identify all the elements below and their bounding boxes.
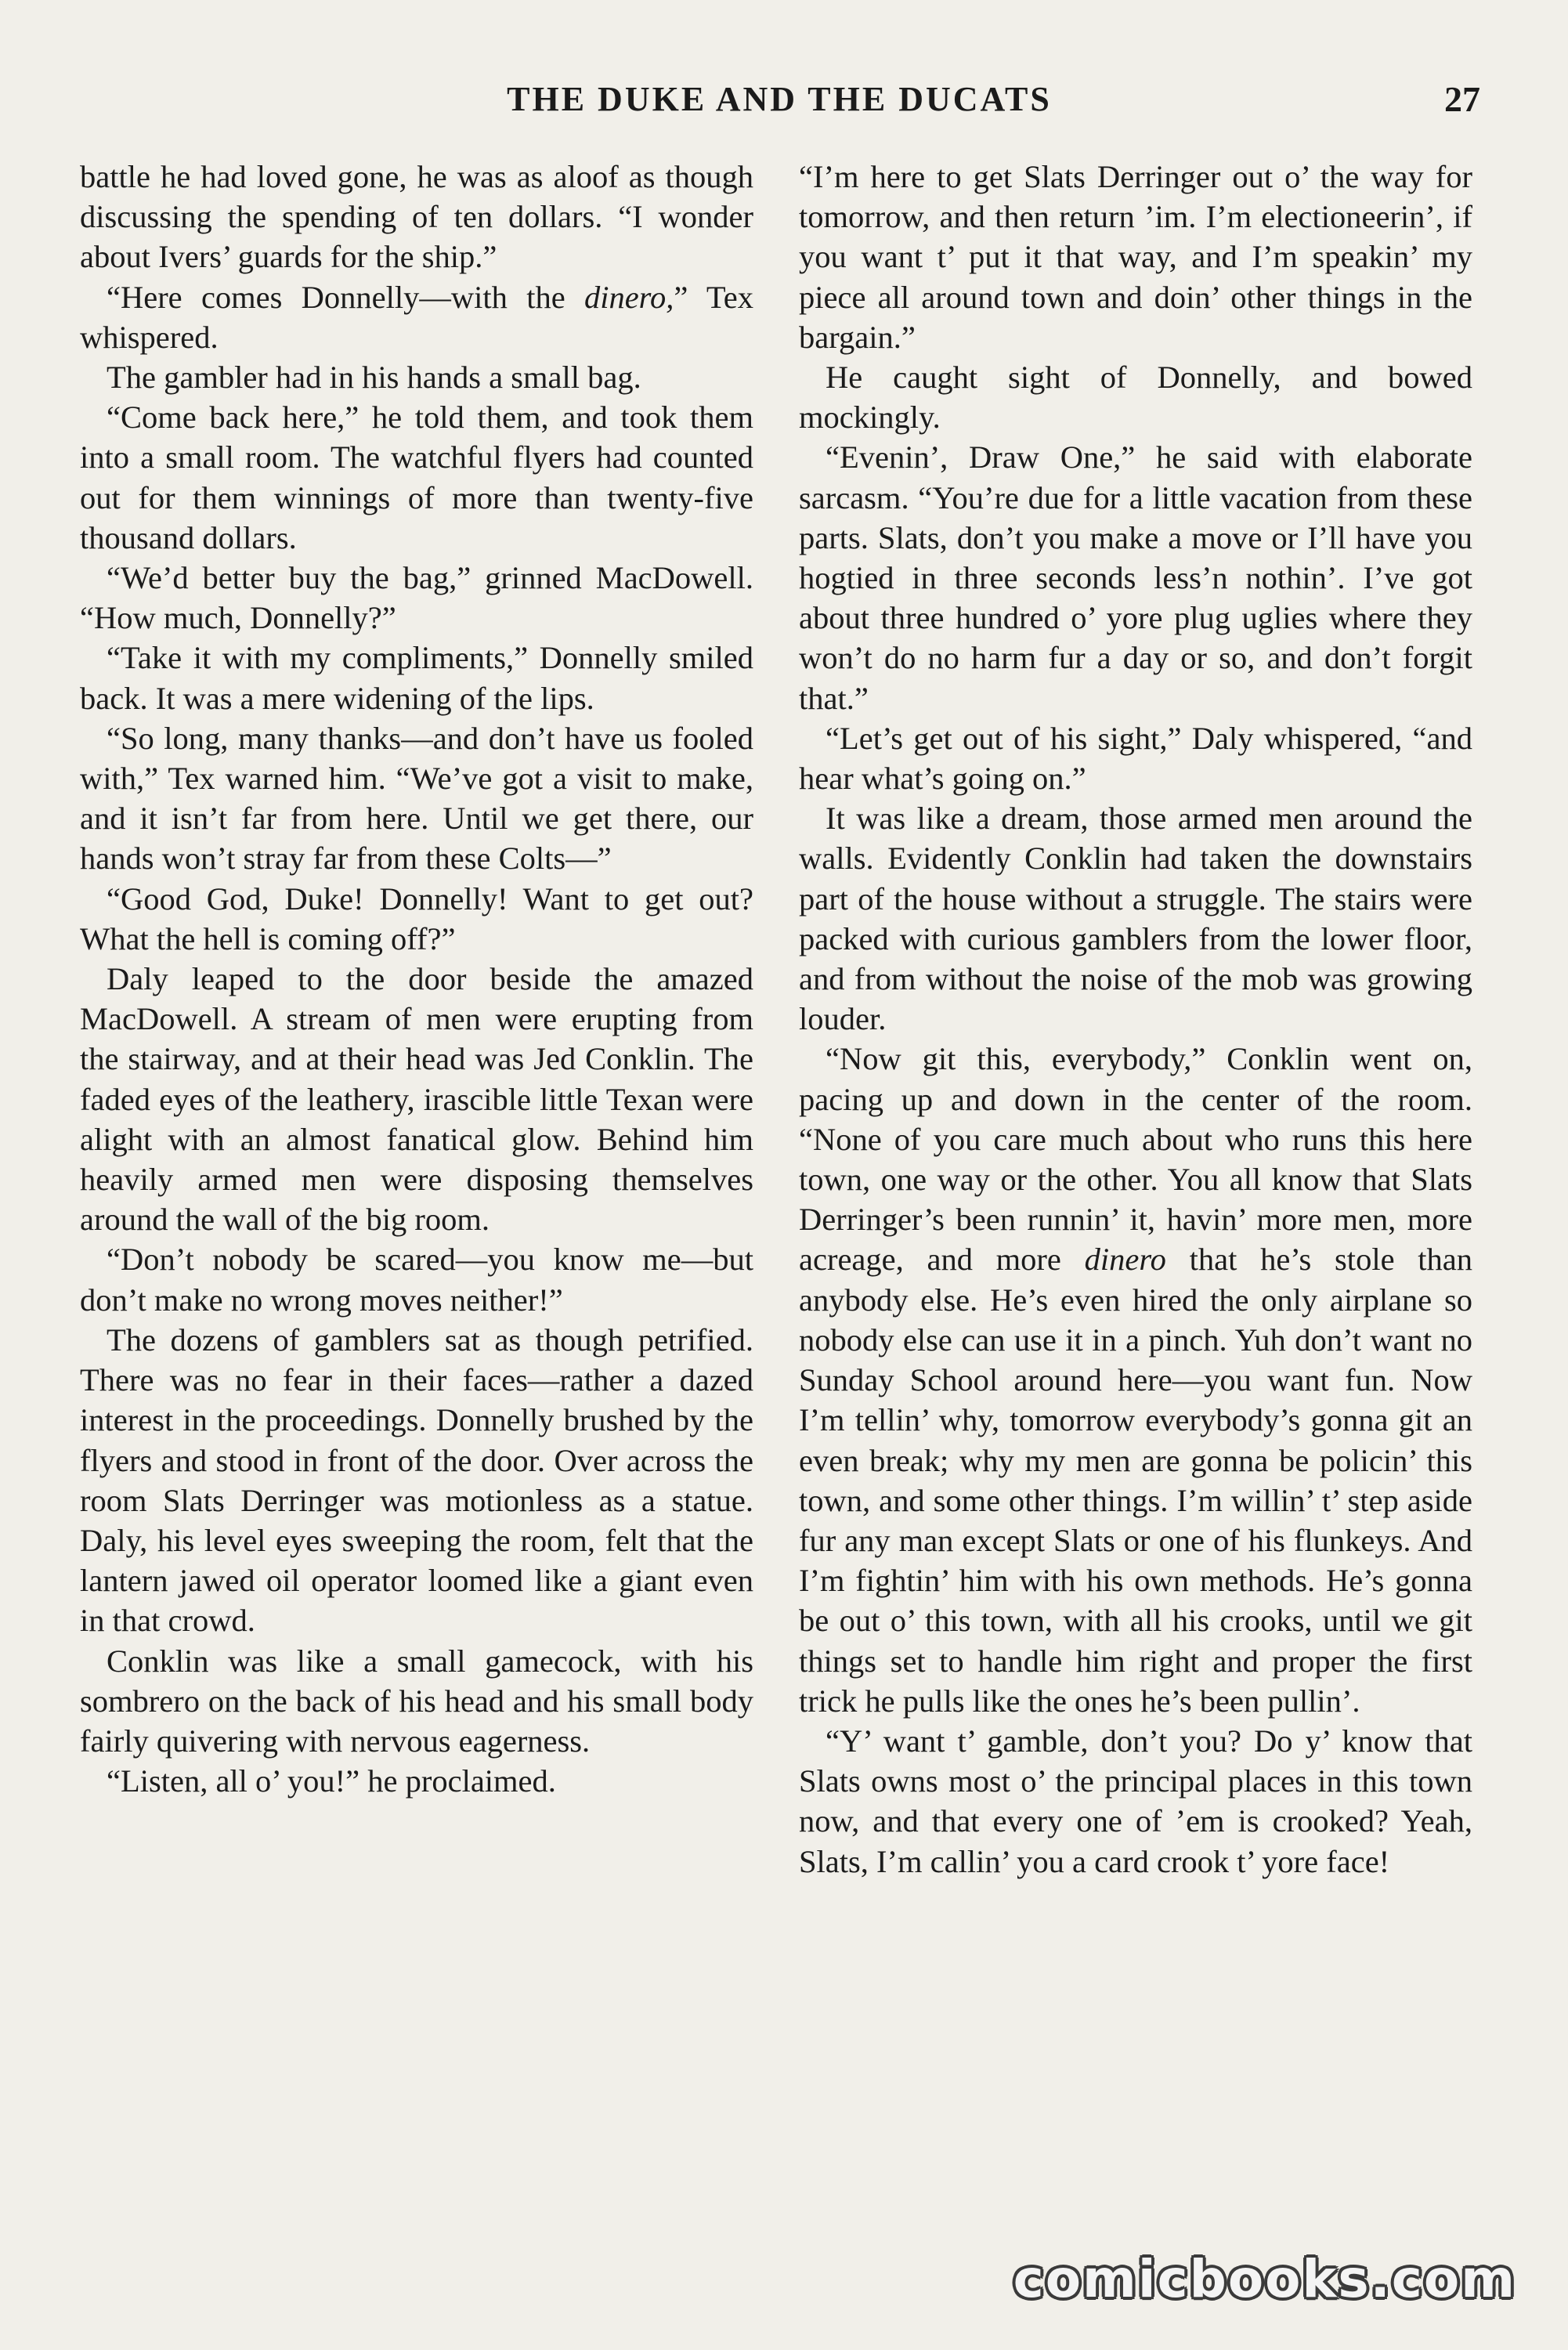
paragraph: battle he had loved gone, he was as aloof as though discussing the spending of ten dollars. “I wonder about Ivers’ guards for the ship.” (80, 159, 753, 275)
text-run: that he’s stole than anybody else. He’s even hired the only airplane so nobody else can use it in a pinch. Yuh don’t want no Sunday School around here—you want fun. Now I’m tellin’ why, tomorrow everybody’s gonna git an even break; why my men are gonna be policin’ this town, and some other things. I’m willin’ t’ step aside fur any man except Slats or one of his flunkeys. And I’m fightin’ him with his own methods. He’s gonna be out o’ this town, with all his crooks, until we git things set to handle him right and proper the first trick he pulls like the ones he’s been pullin’. (799, 1242, 1472, 1719)
paragraph: “Good God, Duke! Donnelly! Want to get out? What the hell is coming off?” (80, 880, 753, 956)
italic-word: dinero, (583, 279, 674, 315)
paragraph: “I’m here to get Slats Derringer out o’ the way for tomorrow, and then return ’im. I’m electioneerin’, if you want t’ put it that way, and I’m speakin’ my piece all around town and doin’ other things in the bargain.” (799, 159, 1472, 355)
paragraph: “Come back here,” he told them, and took them into a small room. The watchful flyers had counted out for them winnings of more than twenty-five thousand dollars. (80, 400, 753, 555)
text-run: ” Tex whispered. (80, 279, 753, 355)
page-number: 27 (1444, 79, 1480, 119)
page-header (78, 72, 1480, 127)
right-column (799, 157, 1472, 1882)
running-title: THE DUKE AND THE DUCATS (507, 80, 1052, 118)
paragraph: Conklin was like a small gamecock, with his sombrero on the back of his head and his small body fairly quivering with nervous eagerness. (80, 1643, 753, 1759)
left-column (80, 157, 753, 1801)
paragraph: The gambler had in his hands a small bag. (107, 360, 641, 396)
paragraph: “So long, many thanks—and don’t have us fooled with,” Tex warned him. “We’ve got a visit to make, and it isn’t far from here. Until we get there, our hands won’t stray far from these Colts—” (80, 720, 753, 877)
paragraph: “Don’t nobody be scared—you know me—but don’t make no wrong moves neither!” (80, 1242, 753, 1318)
paragraph: “Y’ want t’ gamble, don’t you? Do y’ know that Slats owns most o’ the principal places in this town now, and that every one of ’em is crooked? Yeah, Slats, I’m callin’ you a card crook t’ yore face! (799, 1723, 1472, 1879)
paragraph (80, 277, 753, 357)
text-run: “Now git this, everybody,” Conklin went on, pacing up and down in the center of the room. “None of you care much about who runs this here town, one way or the other. You all know that Slats Derringer’s been runnin’ it, havin’ more men, more acreage, and more (799, 1041, 1472, 1278)
paragraph: “Listen, all o’ you!” he proclaimed. (107, 1763, 556, 1799)
paragraph: “Evenin’, Draw One,” he said with elaborate sarcasm. “You’re due for a little vacation from these parts. Slats, don’t you make a move or I’ll have you hogtied in three seconds less’n nothin’. I’ve got about three hundred o’ yore plug uglies where they won’t do no harm fur a day or so, and don’t forgit that.” (799, 439, 1472, 716)
watermark-logo: comicbooks.com (1013, 2249, 1516, 2309)
paragraph: “We’d better buy the bag,” grinned MacDowell. “How much, Donnelly?” (80, 560, 753, 636)
paragraph: He caught sight of Donnelly, and bowed mockingly. (799, 360, 1472, 436)
paragraph (799, 1039, 1472, 1720)
paragraph: Daly leaped to the door beside the amazed MacDowell. A stream of men were erupting from the stairway, and at their head was Jed Conklin. The faded eyes of the leathery, irascible little Texan were alight with an almost fanatical glow. Behind him heavily armed men were disposing themselves around the wall of the big room. (80, 961, 753, 1238)
paragraph: The dozens of gamblers sat as though petrified. There was no fear in their faces—rather a dazed interest in the proceedings. Donnelly brushed by the flyers and stood in front of the door. Over across the room Slats Derringer was motionless as a statue. Daly, his level eyes sweeping the room, felt that the lantern jawed oil operator loomed like a giant even in that crowd. (80, 1321, 753, 1639)
italic-word: dinero (1084, 1242, 1166, 1278)
paragraph: “Take it with my compliments,” Donnelly smiled back. It was a mere widening of the lips. (80, 640, 753, 716)
paragraph: It was like a dream, those armed men around the walls. Evidently Conklin had taken the downstairs part of the house without a struggle. The stairs were packed with curious gamblers from the lower floor, and from without the noise of the mob was growing louder. (799, 801, 1472, 1037)
text-run: “Here comes Donnelly—with the (107, 279, 565, 315)
paragraph: “Let’s get out of his sight,” Daly whispered, “and hear what’s going on.” (799, 720, 1472, 797)
